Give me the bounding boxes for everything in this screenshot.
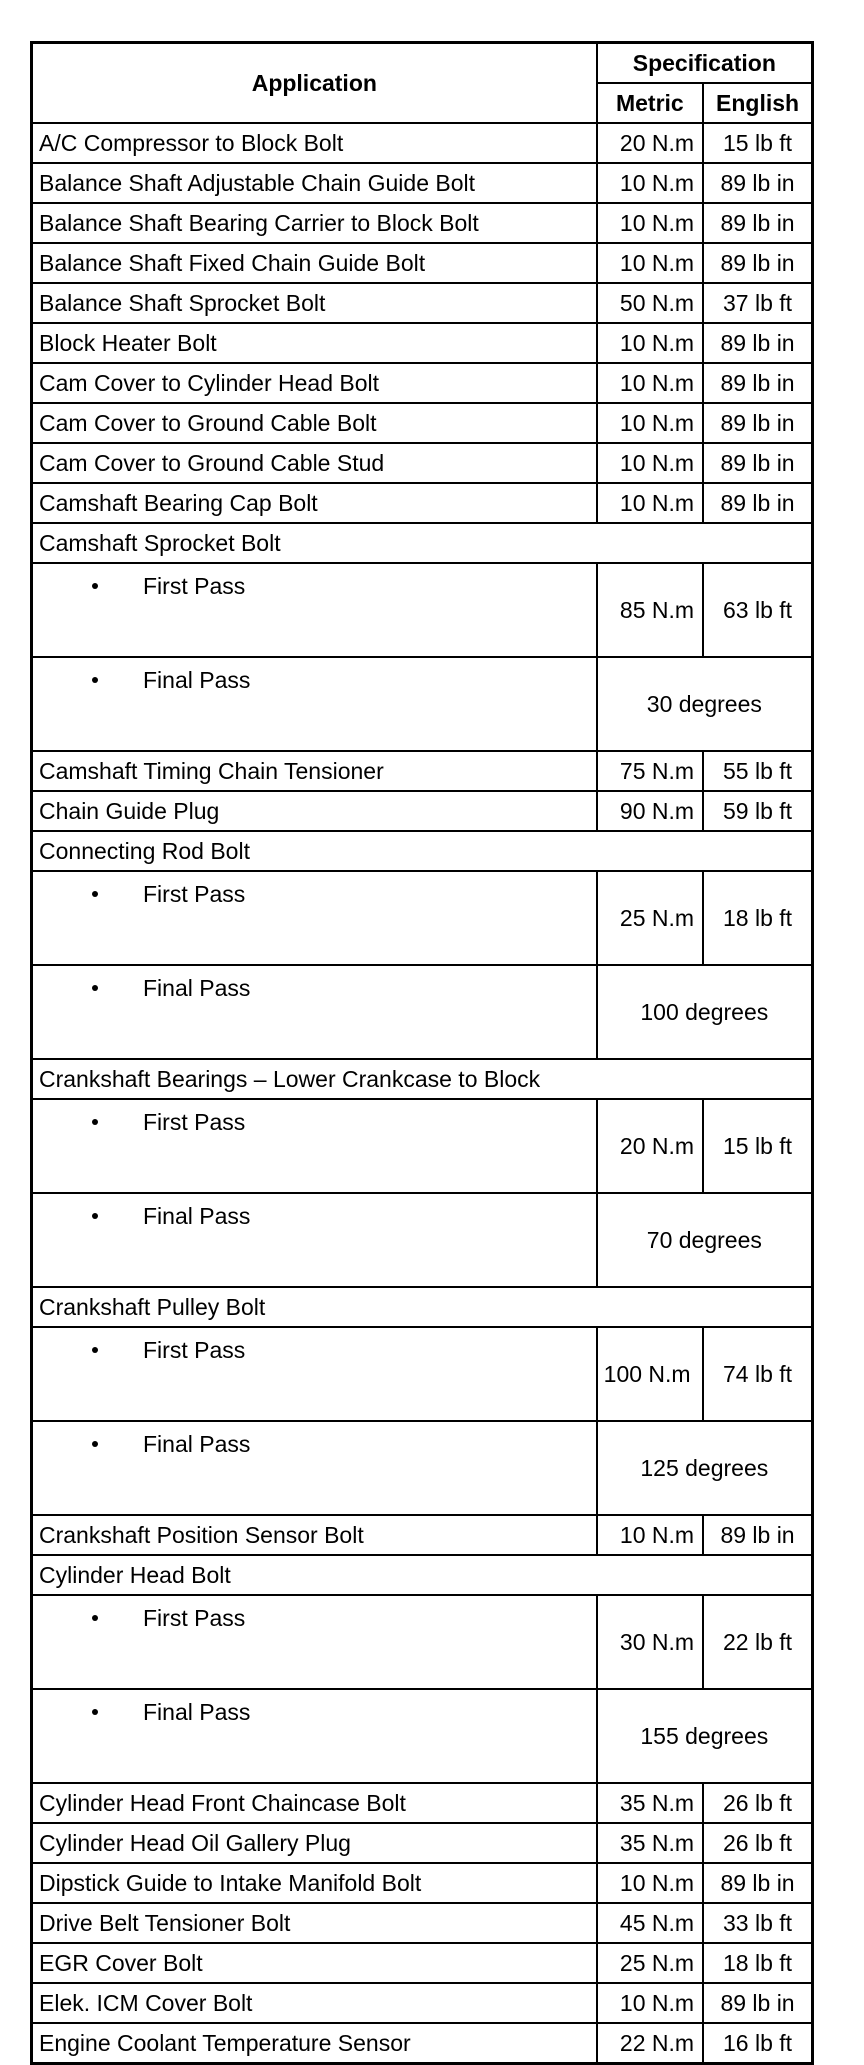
application-cell: Dipstick Guide to Intake Manifold Bolt <box>32 1863 597 1903</box>
application-cell: Chain Guide Plug <box>32 791 597 831</box>
table-header <box>32 43 813 124</box>
metric-cell: 20 N.m <box>597 123 703 163</box>
table-row <box>32 1515 813 1555</box>
metric-cell: 35 N.m <box>597 1783 703 1823</box>
bullet-icon <box>92 677 98 683</box>
metric-header: Metric <box>597 83 703 123</box>
english-cell: 89 lb in <box>703 243 812 283</box>
pass-row <box>32 657 813 751</box>
table-row <box>32 243 813 283</box>
metric-cell: 100 N.m <box>597 1327 703 1421</box>
table-row <box>32 123 813 163</box>
application-header: Application <box>32 43 597 124</box>
application-cell: Balance Shaft Fixed Chain Guide Bolt <box>32 243 597 283</box>
step-cell <box>32 1193 597 1287</box>
group-row <box>32 1287 813 1327</box>
application-cell: Camshaft Bearing Cap Bolt <box>32 483 597 523</box>
specification-header: Specification <box>597 43 813 84</box>
group-row <box>32 523 813 563</box>
table-row <box>32 163 813 203</box>
metric-cell: 10 N.m <box>597 1515 703 1555</box>
pass-row <box>32 1421 813 1515</box>
english-cell: 89 lb in <box>703 443 812 483</box>
group-heading: Cylinder Head Bolt <box>32 1555 813 1595</box>
table-row <box>32 363 813 403</box>
english-cell: 89 lb in <box>703 483 812 523</box>
english-cell: 15 lb ft <box>703 123 812 163</box>
table-row <box>32 403 813 443</box>
pass-row <box>32 1689 813 1783</box>
bullet-icon <box>92 1441 98 1447</box>
application-cell: Elek. ICM Cover Bolt <box>32 1983 597 2023</box>
bullet-icon <box>92 1119 98 1125</box>
pass-row <box>32 965 813 1059</box>
step-label: First Pass <box>143 1109 246 1135</box>
step-cell <box>32 871 597 965</box>
angle-cell: 125 degrees <box>597 1421 813 1515</box>
pass-row <box>32 1193 813 1287</box>
english-cell: 16 lb ft <box>703 2023 812 2064</box>
pass-row <box>32 1327 813 1421</box>
pass-row <box>32 1099 813 1193</box>
english-cell: 26 lb ft <box>703 1783 812 1823</box>
english-cell: 22 lb ft <box>703 1595 812 1689</box>
application-cell: Block Heater Bolt <box>32 323 597 363</box>
metric-cell: 45 N.m <box>597 1903 703 1943</box>
step-label: Final Pass <box>143 975 251 1001</box>
metric-cell: 35 N.m <box>597 1823 703 1863</box>
english-cell: 89 lb in <box>703 163 812 203</box>
group-heading: Crankshaft Pulley Bolt <box>32 1287 813 1327</box>
english-cell: 89 lb in <box>703 1983 812 2023</box>
application-cell: Balance Shaft Bearing Carrier to Block Bolt <box>32 203 597 243</box>
english-cell: 55 lb ft <box>703 751 812 791</box>
metric-cell: 10 N.m <box>597 243 703 283</box>
table-row <box>32 1863 813 1903</box>
pass-row <box>32 563 813 657</box>
group-heading: Crankshaft Bearings – Lower Crankcase to Block <box>32 1059 813 1099</box>
step-cell <box>32 1595 597 1689</box>
english-cell: 89 lb in <box>703 403 812 443</box>
english-cell: 89 lb in <box>703 323 812 363</box>
table-row <box>32 443 813 483</box>
english-cell: 89 lb in <box>703 363 812 403</box>
english-cell: 18 lb ft <box>703 1943 812 1983</box>
application-cell: Cam Cover to Ground Cable Bolt <box>32 403 597 443</box>
group-row <box>32 1555 813 1595</box>
table-row <box>32 1823 813 1863</box>
metric-cell: 22 N.m <box>597 2023 703 2064</box>
group-heading: Camshaft Sprocket Bolt <box>32 523 813 563</box>
english-cell: 26 lb ft <box>703 1823 812 1863</box>
metric-cell: 30 N.m <box>597 1595 703 1689</box>
table-row <box>32 323 813 363</box>
metric-cell: 25 N.m <box>597 871 703 965</box>
step-cell <box>32 657 597 751</box>
step-cell <box>32 563 597 657</box>
metric-cell: 50 N.m <box>597 283 703 323</box>
table-row <box>32 791 813 831</box>
application-cell: Balance Shaft Adjustable Chain Guide Bolt <box>32 163 597 203</box>
english-cell: 89 lb in <box>703 203 812 243</box>
pass-row <box>32 871 813 965</box>
group-row <box>32 831 813 871</box>
step-label: First Pass <box>143 881 246 907</box>
table-row <box>32 483 813 523</box>
angle-cell: 100 degrees <box>597 965 813 1059</box>
step-label: Final Pass <box>143 1203 251 1229</box>
pass-row <box>32 1595 813 1689</box>
bullet-icon <box>92 1213 98 1219</box>
table-row <box>32 2023 813 2064</box>
application-cell: Engine Coolant Temperature Sensor <box>32 2023 597 2064</box>
english-cell: 59 lb ft <box>703 791 812 831</box>
english-cell: 15 lb ft <box>703 1099 812 1193</box>
english-cell: 37 lb ft <box>703 283 812 323</box>
english-cell: 74 lb ft <box>703 1327 812 1421</box>
group-heading: Connecting Rod Bolt <box>32 831 813 871</box>
bullet-icon <box>92 583 98 589</box>
table-row <box>32 1783 813 1823</box>
step-label: Final Pass <box>143 1699 251 1725</box>
angle-cell: 70 degrees <box>597 1193 813 1287</box>
metric-cell: 10 N.m <box>597 163 703 203</box>
metric-cell: 10 N.m <box>597 1863 703 1903</box>
bullet-icon <box>92 1347 98 1353</box>
table-body <box>32 123 813 2064</box>
metric-cell: 10 N.m <box>597 403 703 443</box>
english-cell: 63 lb ft <box>703 563 812 657</box>
metric-cell: 20 N.m <box>597 1099 703 1193</box>
table-row <box>32 203 813 243</box>
step-label: First Pass <box>143 1337 246 1363</box>
english-cell: 89 lb in <box>703 1863 812 1903</box>
bullet-icon <box>92 1615 98 1621</box>
step-label: Final Pass <box>143 1431 251 1457</box>
table-row <box>32 751 813 791</box>
application-cell: Cylinder Head Oil Gallery Plug <box>32 1823 597 1863</box>
step-label: First Pass <box>143 1605 246 1631</box>
english-cell: 89 lb in <box>703 1515 812 1555</box>
application-cell: Cylinder Head Front Chaincase Bolt <box>32 1783 597 1823</box>
metric-cell: 85 N.m <box>597 563 703 657</box>
application-cell: Balance Shaft Sprocket Bolt <box>32 283 597 323</box>
step-cell <box>32 1689 597 1783</box>
metric-cell: 10 N.m <box>597 443 703 483</box>
step-cell <box>32 965 597 1059</box>
table-row <box>32 1983 813 2023</box>
metric-cell: 10 N.m <box>597 483 703 523</box>
metric-cell: 75 N.m <box>597 751 703 791</box>
group-row <box>32 1059 813 1099</box>
application-cell: Camshaft Timing Chain Tensioner <box>32 751 597 791</box>
angle-cell: 155 degrees <box>597 1689 813 1783</box>
application-cell: Drive Belt Tensioner Bolt <box>32 1903 597 1943</box>
step-label: First Pass <box>143 573 246 599</box>
step-cell <box>32 1099 597 1193</box>
angle-cell: 30 degrees <box>597 657 813 751</box>
step-cell <box>32 1421 597 1515</box>
english-cell: 33 lb ft <box>703 1903 812 1943</box>
bullet-icon <box>92 985 98 991</box>
metric-cell: 10 N.m <box>597 203 703 243</box>
bullet-icon <box>92 1709 98 1715</box>
application-cell: A/C Compressor to Block Bolt <box>32 123 597 163</box>
bullet-icon <box>92 891 98 897</box>
application-cell: EGR Cover Bolt <box>32 1943 597 1983</box>
english-header: English <box>703 83 812 123</box>
metric-cell: 25 N.m <box>597 1943 703 1983</box>
english-cell: 18 lb ft <box>703 871 812 965</box>
metric-cell: 90 N.m <box>597 791 703 831</box>
metric-cell: 10 N.m <box>597 1983 703 2023</box>
table-row <box>32 1943 813 1983</box>
metric-cell: 10 N.m <box>597 323 703 363</box>
step-cell <box>32 1327 597 1421</box>
application-cell: Crankshaft Position Sensor Bolt <box>32 1515 597 1555</box>
step-label: Final Pass <box>143 667 251 693</box>
application-cell: Cam Cover to Cylinder Head Bolt <box>32 363 597 403</box>
application-cell: Cam Cover to Ground Cable Stud <box>32 443 597 483</box>
metric-cell: 10 N.m <box>597 363 703 403</box>
table-row <box>32 283 813 323</box>
table-row <box>32 1903 813 1943</box>
torque-spec-table <box>30 41 814 2065</box>
